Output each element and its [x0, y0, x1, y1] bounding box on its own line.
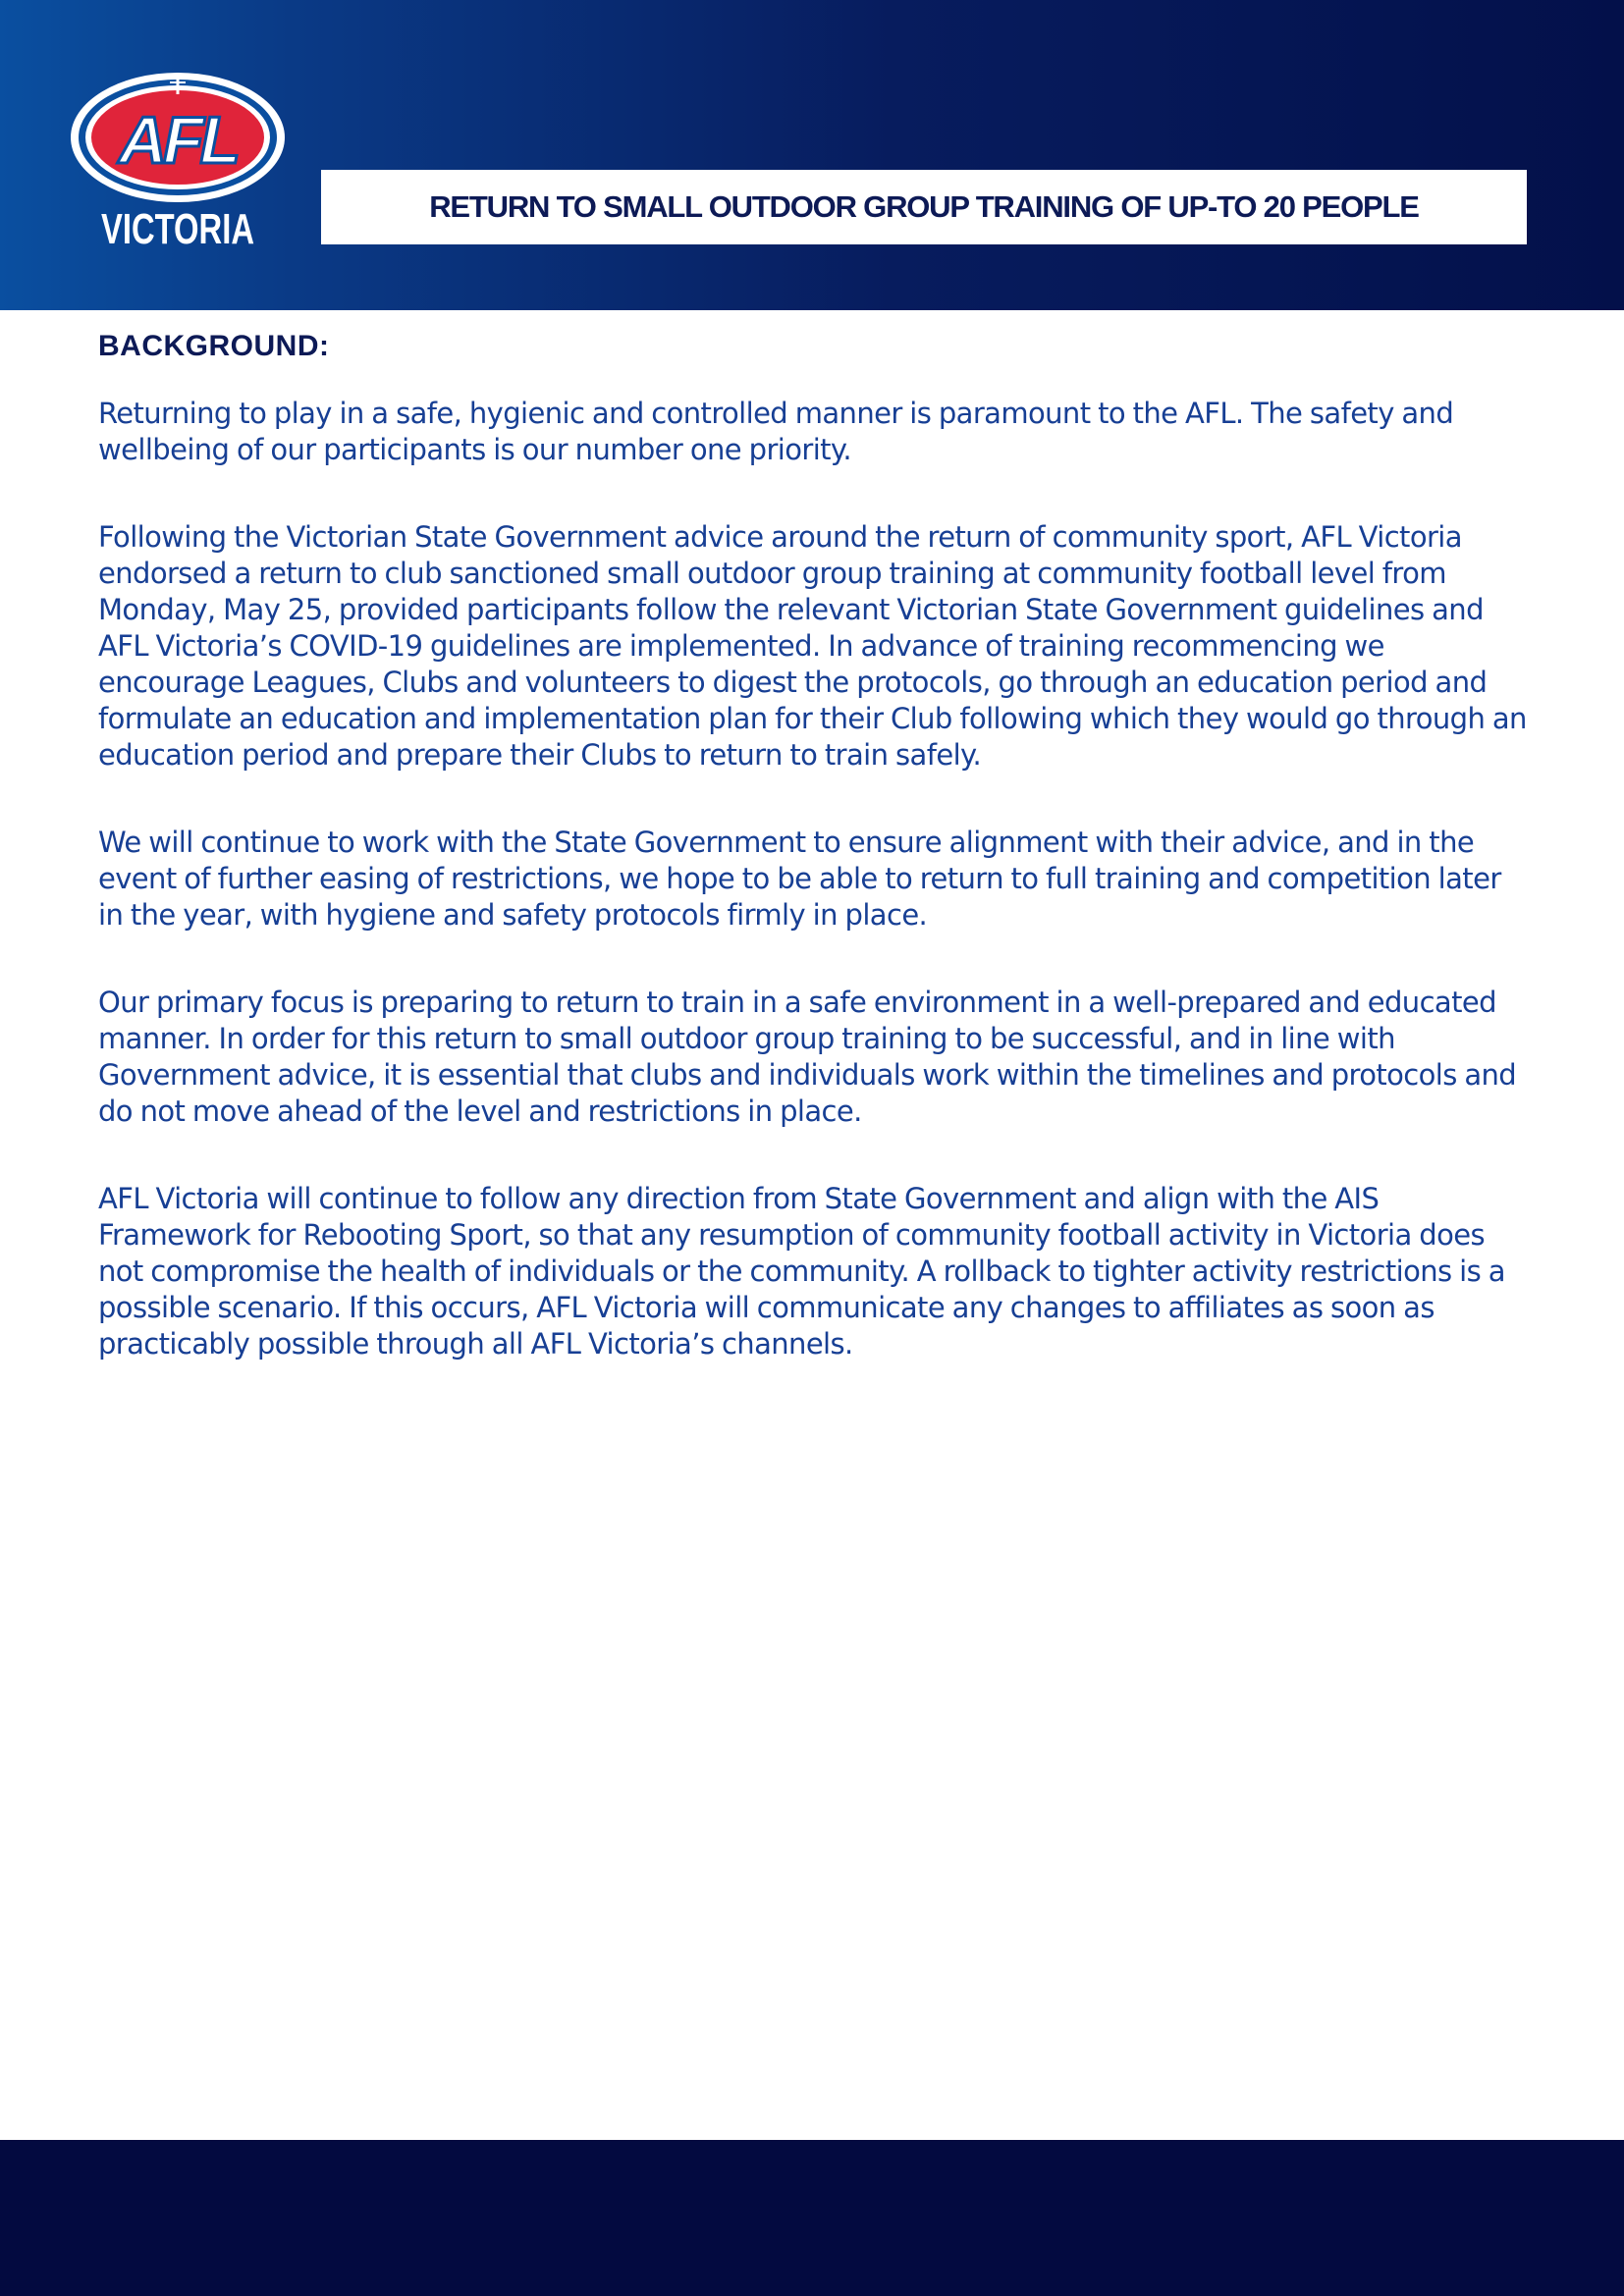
page-title: RETURN TO SMALL OUTDOOR GROUP TRAINING OF UP-TO 20 PEOPLE [429, 189, 1419, 224]
paragraph: AFL Victoria will continue to follow any direction from State Government and align with the AIS Framework for Rebooting Sport, so that any resumption of community football activity in Victoria does not compromise the health of individuals or the community. A rollback to tighter activity restrictions is a possible scenario. If this occurs, AFL Victoria will communicate any changes to affiliates as soon as practicably possible through all AFL Victoria’s channels. [98, 1182, 1505, 1361]
logo-victoria-text: VICTORIA [101, 205, 254, 253]
paragraph: Following the Victorian State Government advice around the return of community sport, AFL Victoria endorsed a return to club sanctioned small outdoor group training at community football level from Monday, May 25, provided participants follow the relevant Victorian State Government guidelines and AFL Victoria’s COVID-19 guidelines are implemented. In advance of training recommencing we encourage Leagues, Clubs and volunteers to digest the protocols, go through an education period and formulate an education and implementation plan for their Club following which they would go through an education period and prepare their Clubs to return to train safely. [98, 520, 1527, 772]
section-heading: BACKGROUND: [98, 330, 330, 362]
main-content [98, 329, 1532, 1414]
afl-logo-icon [67, 71, 289, 257]
paragraph: We will continue to work with the State Government to ensure alignment with their advice, and in the event of further easing of restrictions, we hope to be able to return to full training and competition later in the year, with hygiene and safety protocols firmly in place. [98, 826, 1501, 932]
paragraph: Returning to play in a safe, hygienic and controlled manner is paramount to the AFL. The safety and wellbeing of our participants is our number one priority. [98, 397, 1454, 466]
logo-afl-text: AFL [118, 103, 238, 178]
header-banner [0, 0, 1624, 310]
footer-bar [0, 2140, 1624, 2296]
paragraph: Our primary focus is preparing to return to train in a safe environment in a well-prepared and educated manner. In order for this return to small outdoor group training to be successful, and in line with Government advice, it is essential that clubs and individuals work within the timelines and protocols and do not move ahead of the level and restrictions in place. [98, 986, 1517, 1128]
title-box [321, 170, 1527, 244]
afl-victoria-logo [67, 71, 289, 257]
